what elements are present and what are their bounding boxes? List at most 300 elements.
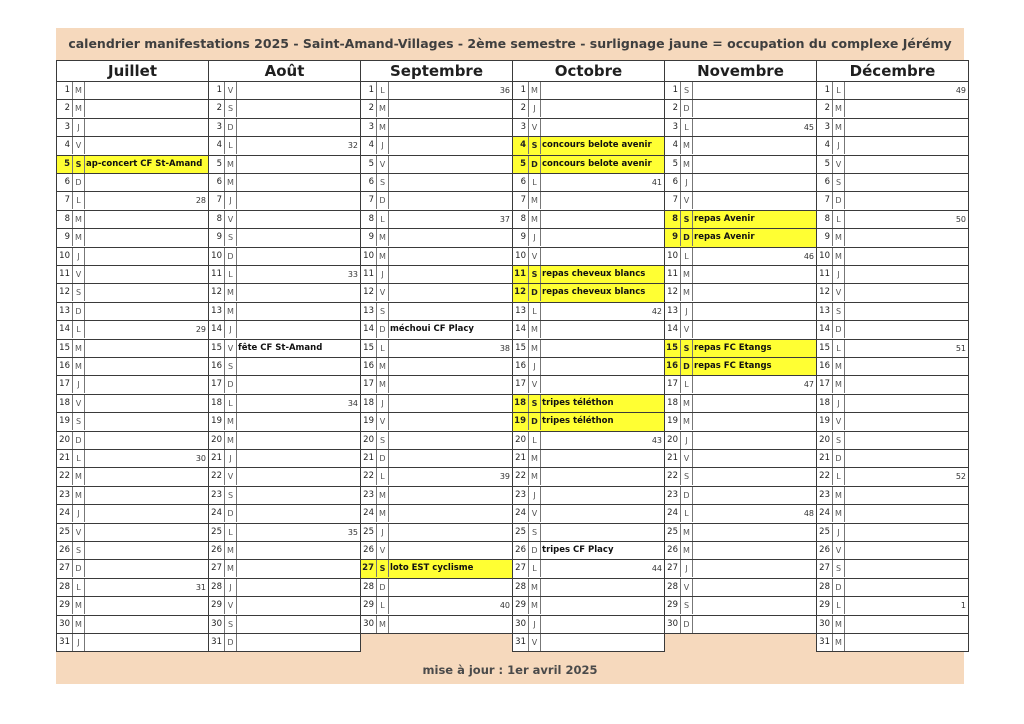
day-row xyxy=(209,284,360,302)
day-row xyxy=(209,248,360,266)
weekday-letter: S xyxy=(832,560,845,577)
weekday-letter: D xyxy=(528,156,541,173)
weekday-letter: D xyxy=(72,560,85,577)
day-row xyxy=(361,340,512,358)
calendar-title: calendrier manifestations 2025 - Saint-Amand-Villages - 2ème semestre - surlignage jaune = occupation du complexe Jérémy xyxy=(68,36,952,51)
weekday-letter: L xyxy=(528,174,541,191)
day-row xyxy=(57,376,208,394)
weekday-letter: D xyxy=(832,192,845,209)
day-number: 1 xyxy=(216,85,222,95)
day-row xyxy=(209,211,360,229)
weekday-letter: M xyxy=(224,284,237,301)
day-number: 27 xyxy=(819,563,830,574)
day-row xyxy=(57,505,208,523)
day-number: 11 xyxy=(211,269,222,279)
day-row xyxy=(361,560,512,578)
week-number: 45 xyxy=(803,122,814,132)
weekday-letter: D xyxy=(832,321,845,338)
day-row xyxy=(817,119,968,137)
day-row xyxy=(513,156,664,174)
day-number: 20 xyxy=(211,434,222,445)
week-number: 36 xyxy=(499,86,510,95)
day-number: 6 xyxy=(824,177,830,187)
day-row xyxy=(513,229,664,247)
weekday-letter: J xyxy=(528,487,541,504)
day-number: 13 xyxy=(211,305,222,316)
day-row xyxy=(361,542,512,560)
day-number: 6 xyxy=(672,177,678,187)
day-number: 28 xyxy=(59,581,70,592)
weekday-letter: V xyxy=(224,340,237,357)
day-number: 18 xyxy=(211,397,222,408)
day-number: 25 xyxy=(819,526,830,537)
day-number: 29 xyxy=(363,600,374,611)
day-row xyxy=(209,174,360,192)
day-row xyxy=(665,321,816,339)
day-number: 16 xyxy=(515,361,526,371)
day-row xyxy=(361,119,512,137)
day-row xyxy=(513,597,664,615)
day-row xyxy=(817,450,968,468)
day-row xyxy=(513,303,664,321)
weekday-letter: L xyxy=(832,340,845,357)
day-row xyxy=(361,229,512,247)
event-label: méchoui CF Placy xyxy=(390,324,474,335)
weekday-letter: V xyxy=(528,634,541,651)
day-row xyxy=(209,266,360,284)
weekday-letter: S xyxy=(680,468,693,485)
day-row xyxy=(209,597,360,615)
day-row xyxy=(513,579,664,597)
weekday-letter: S xyxy=(376,560,389,577)
day-row xyxy=(513,211,664,229)
day-number: 12 xyxy=(514,287,526,298)
day-row xyxy=(57,340,208,358)
day-row xyxy=(209,487,360,505)
day-row xyxy=(513,358,664,376)
day-row xyxy=(513,321,664,339)
day-number: 27 xyxy=(59,563,70,574)
day-row xyxy=(665,616,816,634)
day-row xyxy=(57,211,208,229)
day-row xyxy=(513,137,664,155)
day-number: 19 xyxy=(667,416,678,427)
day-number: 11 xyxy=(363,269,374,279)
weekday-letter: J xyxy=(72,119,85,136)
day-number: 14 xyxy=(515,324,526,335)
day-row xyxy=(209,321,360,339)
day-row xyxy=(209,579,360,597)
day-number: 10 xyxy=(59,250,70,261)
day-row xyxy=(665,597,816,615)
weekday-letter: M xyxy=(376,358,389,375)
day-row xyxy=(817,616,968,634)
day-number: 1 xyxy=(824,85,830,95)
weekday-letter: S xyxy=(72,542,85,559)
day-number: 27 xyxy=(362,563,374,574)
weekday-letter: M xyxy=(376,119,389,136)
day-row xyxy=(361,413,512,431)
day-row xyxy=(209,560,360,578)
day-row xyxy=(209,542,360,560)
day-number: 9 xyxy=(672,232,678,243)
day-number: 6 xyxy=(368,177,374,187)
day-number: 23 xyxy=(59,489,70,500)
day-number: 5 xyxy=(520,158,526,169)
day-row xyxy=(665,487,816,505)
day-row xyxy=(209,229,360,247)
week-number: 48 xyxy=(803,509,814,519)
weekday-letter: D xyxy=(224,376,237,393)
weekday-letter: M xyxy=(680,542,693,559)
event-label: concours belote avenir xyxy=(542,140,652,151)
weekday-letter: V xyxy=(832,284,845,301)
weekday-letter: L xyxy=(832,82,845,99)
day-row xyxy=(513,634,664,652)
weekday-letter: V xyxy=(376,284,389,301)
day-number: 9 xyxy=(368,232,374,243)
weekday-letter: M xyxy=(680,395,693,412)
day-number: 17 xyxy=(211,379,222,390)
week-number: 39 xyxy=(499,472,510,482)
weekday-letter: M xyxy=(680,413,693,430)
day-number: 6 xyxy=(216,177,222,187)
day-row xyxy=(513,376,664,394)
day-row xyxy=(665,192,816,210)
day-number: 17 xyxy=(59,379,70,390)
day-row xyxy=(57,432,208,450)
day-row xyxy=(665,340,816,358)
weekday-letter: D xyxy=(376,321,389,338)
day-number: 27 xyxy=(515,563,526,574)
weekday-letter: S xyxy=(72,284,85,301)
day-row xyxy=(361,82,512,100)
weekday-letter: V xyxy=(832,413,845,430)
day-row xyxy=(209,340,360,358)
day-number: 15 xyxy=(819,342,830,353)
weekday-letter: L xyxy=(528,560,541,577)
day-number: 3 xyxy=(824,121,830,132)
weekday-letter: V xyxy=(72,137,85,154)
weekday-letter: M xyxy=(224,156,237,173)
day-number: 15 xyxy=(59,342,70,353)
week-number: 41 xyxy=(651,178,662,187)
day-number: 29 xyxy=(211,600,222,611)
day-number: 8 xyxy=(520,213,526,224)
day-number: 29 xyxy=(515,600,526,611)
day-number: 25 xyxy=(211,526,222,537)
day-number: 28 xyxy=(363,581,374,592)
day-row xyxy=(817,487,968,505)
weekday-letter: S xyxy=(376,432,389,449)
day-number: 11 xyxy=(667,269,678,279)
day-number: 9 xyxy=(824,232,830,243)
weekday-letter: M xyxy=(72,100,85,117)
day-number: 13 xyxy=(363,305,374,316)
day-number: 23 xyxy=(667,489,678,500)
calendar-sheet xyxy=(56,28,964,684)
day-row xyxy=(817,303,968,321)
day-row xyxy=(817,376,968,394)
day-number: 17 xyxy=(667,379,678,390)
weekday-letter: D xyxy=(528,413,541,430)
week-number: 38 xyxy=(499,343,510,353)
day-number: 24 xyxy=(819,508,830,519)
weekday-letter: V xyxy=(224,211,237,228)
week-number: 33 xyxy=(347,270,358,279)
event-label: concours belote avenir xyxy=(542,158,652,169)
weekday-letter: L xyxy=(72,579,85,596)
event-label: loto EST cyclisme xyxy=(390,563,474,574)
weekday-letter: M xyxy=(832,376,845,393)
weekday-letter: V xyxy=(680,450,693,467)
day-number: 7 xyxy=(824,195,830,206)
day-row xyxy=(57,450,208,468)
weekday-letter: V xyxy=(680,192,693,209)
weekday-letter: L xyxy=(680,376,693,393)
day-row xyxy=(361,248,512,266)
weekday-letter: L xyxy=(376,468,389,485)
day-row xyxy=(817,542,968,560)
day-number: 27 xyxy=(667,563,678,574)
day-number: 11 xyxy=(59,269,70,279)
weekday-letter: V xyxy=(72,395,85,412)
week-number: 49 xyxy=(955,86,966,95)
event-label: repas Avenir xyxy=(694,232,755,243)
weekday-letter: S xyxy=(680,211,693,228)
day-number: 16 xyxy=(363,361,374,371)
day-row xyxy=(57,597,208,615)
month-column-0 xyxy=(56,60,209,652)
day-number: 23 xyxy=(363,489,374,500)
weekday-letter: M xyxy=(832,358,845,375)
day-number: 11 xyxy=(819,269,830,279)
day-row xyxy=(361,450,512,468)
day-number: 12 xyxy=(211,287,222,298)
weekday-letter: J xyxy=(224,192,237,209)
weekday-letter: J xyxy=(832,266,845,283)
day-number: 7 xyxy=(64,195,70,206)
month-column-1 xyxy=(208,60,361,652)
day-row xyxy=(57,358,208,376)
weekday-letter: D xyxy=(680,358,693,375)
weekday-letter: S xyxy=(680,340,693,357)
weekday-letter: D xyxy=(224,119,237,136)
day-number: 30 xyxy=(515,618,526,629)
day-number: 10 xyxy=(819,250,830,261)
weekday-letter: D xyxy=(224,505,237,522)
event-label: repas FC Etangs xyxy=(694,361,772,371)
day-number: 31 xyxy=(819,637,830,647)
day-row xyxy=(665,395,816,413)
month-header: Juillet xyxy=(57,61,208,82)
day-row xyxy=(665,229,816,247)
weekday-letter: J xyxy=(832,395,845,412)
week-number: 29 xyxy=(195,325,206,335)
event-label: repas Avenir xyxy=(694,213,755,224)
weekday-letter: V xyxy=(528,505,541,522)
day-row xyxy=(361,579,512,597)
day-row xyxy=(665,579,816,597)
day-row xyxy=(817,340,968,358)
day-number: 19 xyxy=(59,416,70,427)
day-number: 31 xyxy=(211,637,222,647)
weekday-letter: M xyxy=(376,487,389,504)
day-row xyxy=(513,82,664,100)
day-row xyxy=(665,432,816,450)
day-row xyxy=(209,432,360,450)
day-row xyxy=(209,192,360,210)
day-row xyxy=(665,119,816,137)
event-label: fête CF St-Amand xyxy=(238,342,323,353)
day-number: 10 xyxy=(515,250,526,261)
day-number: 8 xyxy=(216,213,222,224)
weekday-letter: J xyxy=(680,174,693,191)
weekday-letter: D xyxy=(680,616,693,633)
day-row xyxy=(57,487,208,505)
weekday-letter: D xyxy=(832,579,845,596)
day-row xyxy=(513,100,664,118)
weekday-letter: M xyxy=(224,560,237,577)
day-row xyxy=(817,358,968,376)
weekday-letter: L xyxy=(376,211,389,228)
day-number: 30 xyxy=(211,618,222,629)
weekday-letter: J xyxy=(72,376,85,393)
weekday-letter: L xyxy=(528,303,541,320)
weekday-letter: V xyxy=(528,119,541,136)
day-number: 21 xyxy=(515,453,526,463)
day-number: 28 xyxy=(667,581,678,592)
day-row xyxy=(513,192,664,210)
event-label: repas cheveux blancs xyxy=(542,287,646,298)
day-row xyxy=(817,597,968,615)
day-row xyxy=(513,542,664,560)
day-number: 14 xyxy=(363,324,374,335)
day-row xyxy=(57,192,208,210)
day-number: 18 xyxy=(514,397,526,408)
weekday-letter: M xyxy=(528,192,541,209)
day-number: 4 xyxy=(520,140,526,151)
day-row xyxy=(513,174,664,192)
week-number: 43 xyxy=(651,435,662,445)
weekday-letter: M xyxy=(72,597,85,614)
day-number: 18 xyxy=(667,397,678,408)
day-row xyxy=(665,156,816,174)
day-row xyxy=(817,100,968,118)
day-number: 28 xyxy=(515,581,526,592)
weekday-letter: M xyxy=(680,266,693,283)
day-row xyxy=(361,505,512,523)
weekday-letter: M xyxy=(832,487,845,504)
day-row xyxy=(665,468,816,486)
week-number: 44 xyxy=(651,564,662,574)
day-number: 12 xyxy=(819,287,830,298)
day-number: 9 xyxy=(216,232,222,243)
day-row xyxy=(513,395,664,413)
day-number: 6 xyxy=(520,177,526,187)
day-row xyxy=(513,616,664,634)
day-number: 24 xyxy=(515,508,526,519)
weekday-letter: D xyxy=(832,450,845,467)
week-number: 42 xyxy=(651,306,662,316)
weekday-letter: J xyxy=(832,524,845,541)
week-number: 30 xyxy=(195,454,206,463)
weekday-letter: M xyxy=(224,174,237,191)
weekday-letter: J xyxy=(680,560,693,577)
day-number: 7 xyxy=(520,195,526,206)
day-number: 1 xyxy=(64,85,70,95)
weekday-letter: J xyxy=(376,524,389,541)
day-row xyxy=(665,376,816,394)
day-number: 8 xyxy=(64,213,70,224)
day-row xyxy=(361,303,512,321)
day-row xyxy=(513,413,664,431)
day-number: 5 xyxy=(672,158,678,169)
weekday-letter: M xyxy=(680,137,693,154)
day-number: 15 xyxy=(211,342,222,353)
day-row xyxy=(665,284,816,302)
weekday-letter: M xyxy=(376,229,389,246)
day-number: 2 xyxy=(368,103,374,114)
weekday-letter: M xyxy=(376,376,389,393)
day-row xyxy=(361,468,512,486)
weekday-letter: D xyxy=(528,284,541,301)
weekday-letter: M xyxy=(72,229,85,246)
day-number: 14 xyxy=(819,324,830,335)
day-number: 31 xyxy=(515,637,526,647)
day-row xyxy=(665,266,816,284)
day-row xyxy=(57,303,208,321)
weekday-letter: V xyxy=(224,468,237,485)
day-number: 20 xyxy=(667,434,678,445)
day-row xyxy=(817,211,968,229)
weekday-letter: J xyxy=(376,137,389,154)
day-row xyxy=(665,358,816,376)
day-number: 25 xyxy=(59,526,70,537)
weekday-letter: S xyxy=(832,174,845,191)
week-number: 35 xyxy=(347,527,358,537)
day-row xyxy=(665,248,816,266)
weekday-letter: S xyxy=(832,303,845,320)
day-number: 19 xyxy=(819,416,830,427)
weekday-letter: L xyxy=(224,395,237,412)
day-row xyxy=(513,450,664,468)
weekday-letter: S xyxy=(528,524,541,541)
week-number: 1 xyxy=(960,601,966,611)
day-row xyxy=(817,560,968,578)
day-number: 29 xyxy=(59,600,70,611)
day-number: 6 xyxy=(64,177,70,187)
day-number: 28 xyxy=(819,581,830,592)
weekday-letter: M xyxy=(528,579,541,596)
day-row xyxy=(817,284,968,302)
day-row xyxy=(57,413,208,431)
week-number: 37 xyxy=(499,214,510,224)
day-number: 3 xyxy=(216,121,222,132)
day-number: 28 xyxy=(211,581,222,592)
day-row xyxy=(209,100,360,118)
day-row xyxy=(817,432,968,450)
day-number: 7 xyxy=(368,195,374,206)
day-row xyxy=(361,487,512,505)
weekday-letter: S xyxy=(72,413,85,430)
day-row xyxy=(57,284,208,302)
day-number: 14 xyxy=(211,324,222,335)
day-row xyxy=(57,579,208,597)
weekday-letter: V xyxy=(72,524,85,541)
day-row xyxy=(817,395,968,413)
month-column-5 xyxy=(816,60,969,652)
